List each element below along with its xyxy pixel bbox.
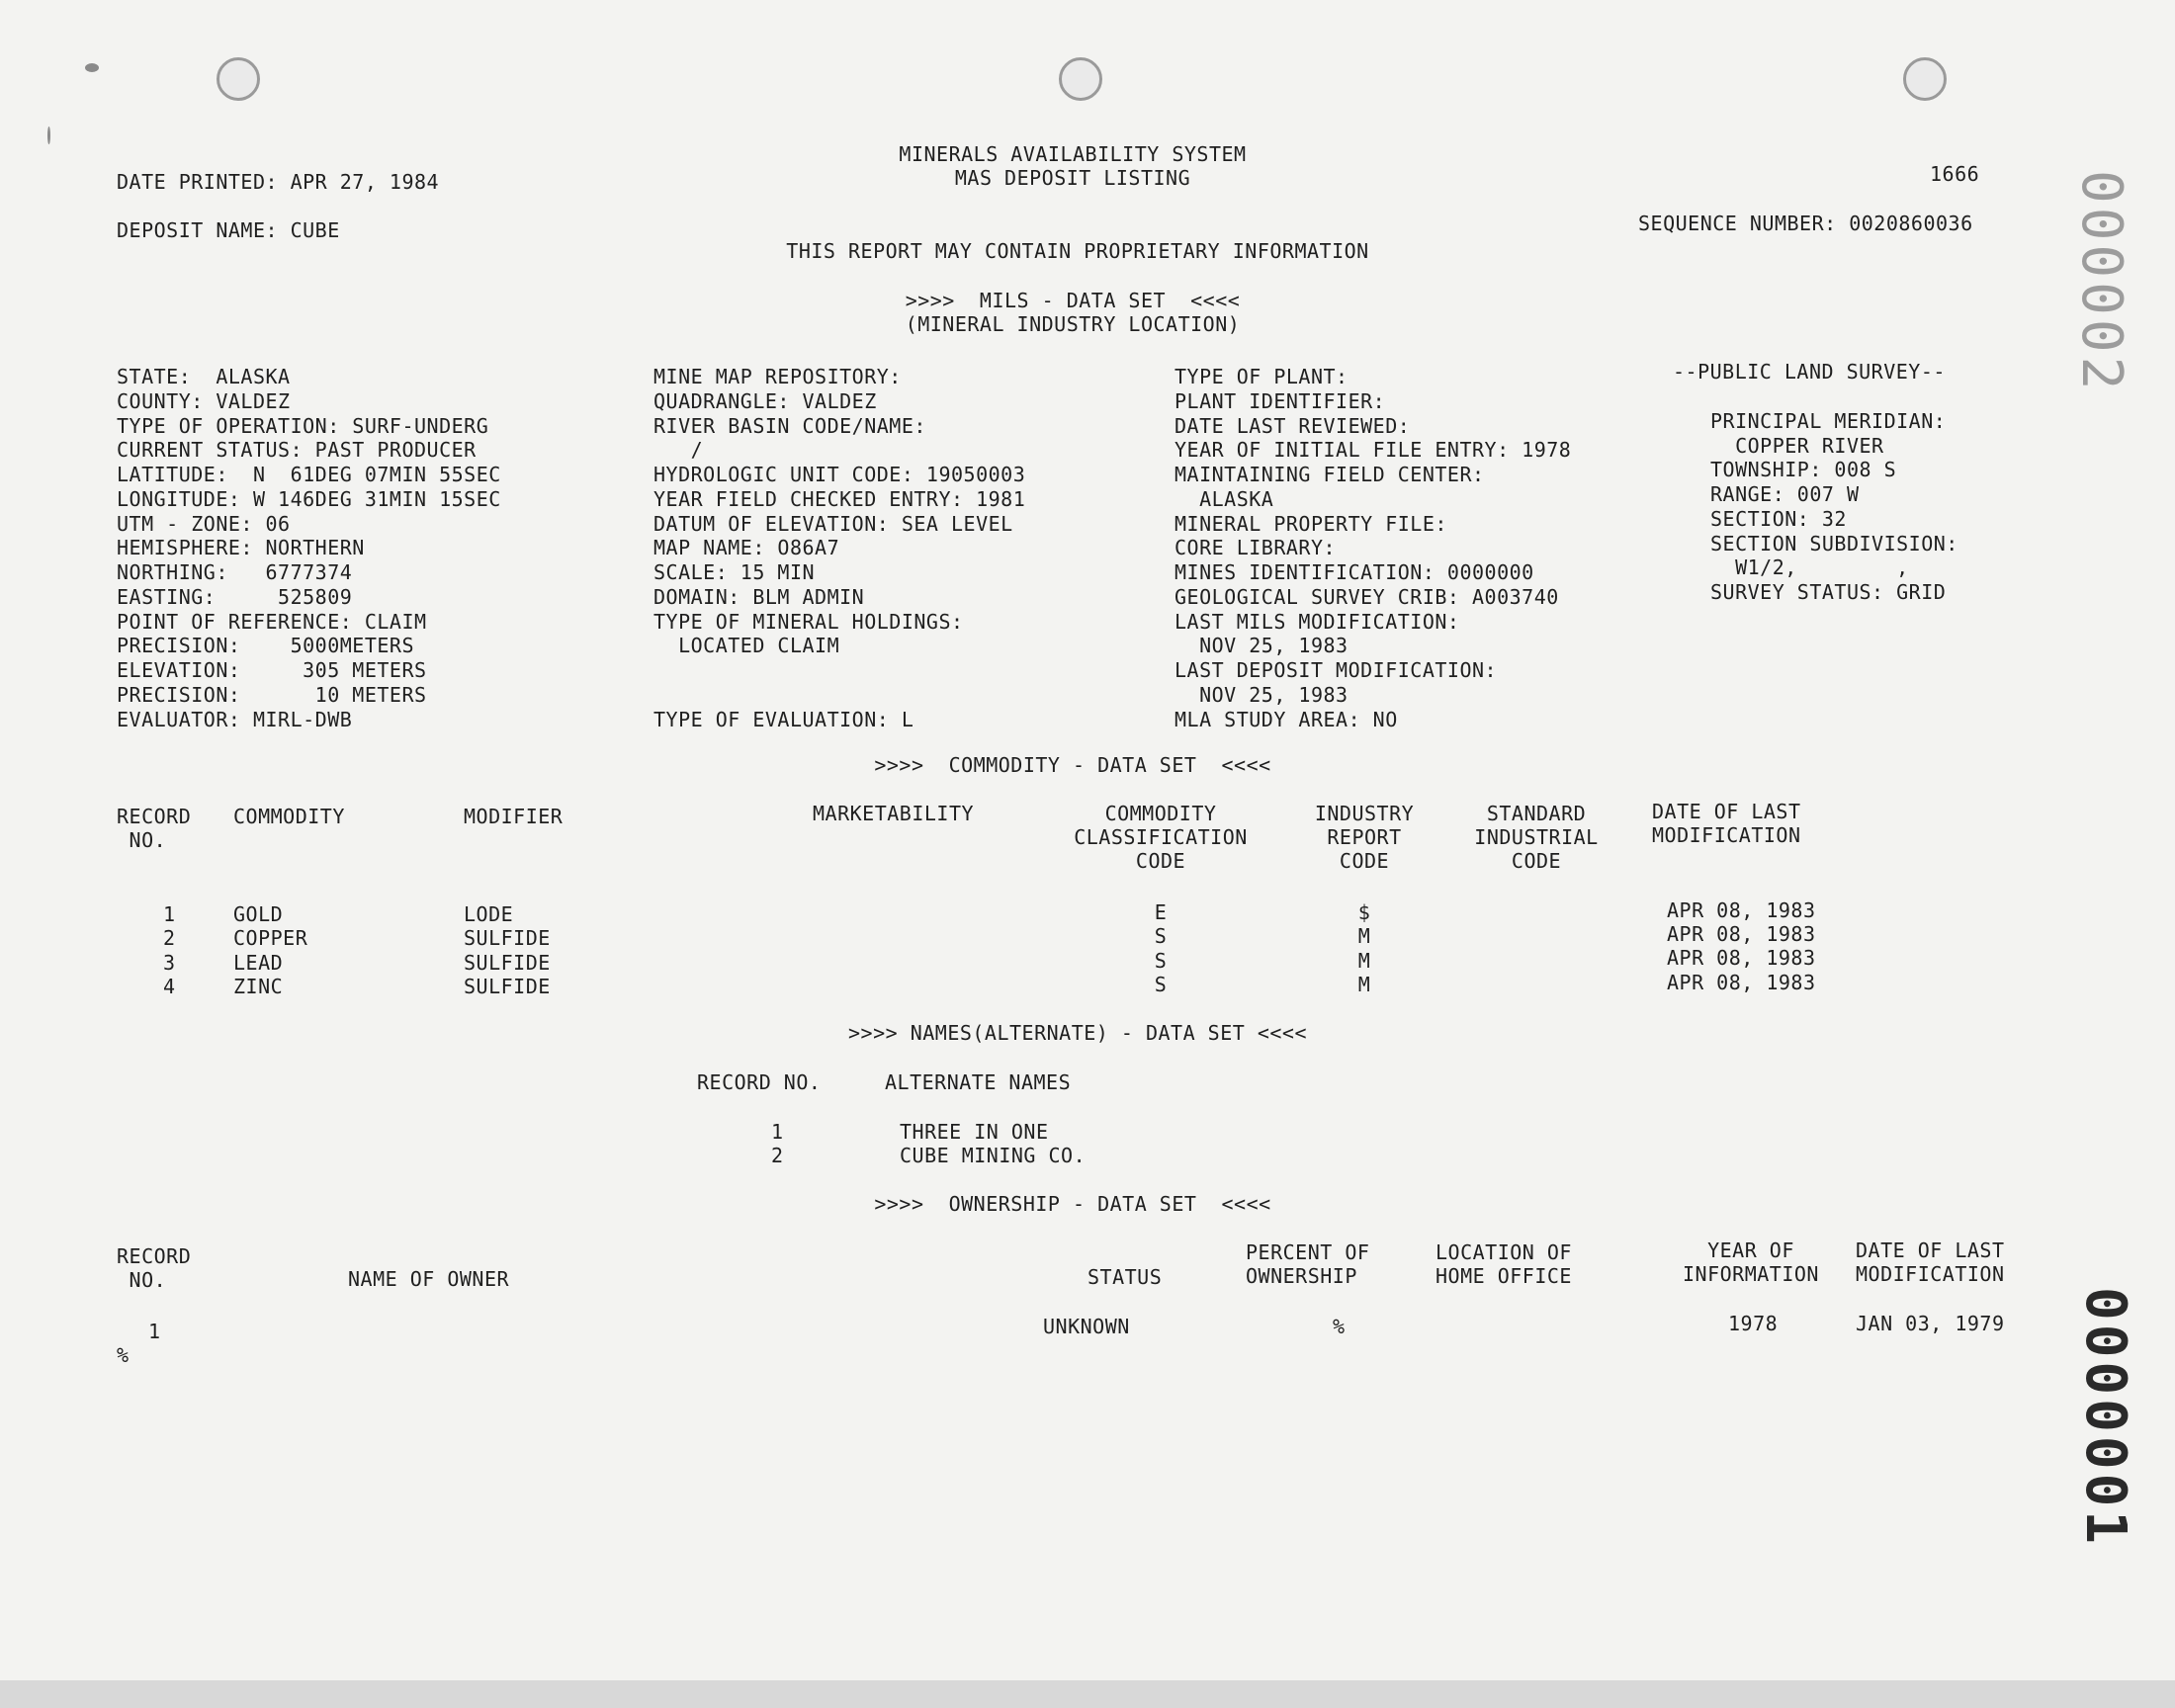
mils-field: COPPER RIVER	[1710, 434, 1884, 458]
mils-field: GEOLOGICAL SURVEY CRIB: A003740	[1174, 585, 1559, 609]
cell-classification: S	[1154, 924, 1168, 948]
date-printed: DATE PRINTED: APR 27, 1984	[117, 170, 440, 194]
mils-field: TYPE OF OPERATION: SURF-UNDERG	[117, 414, 489, 438]
mils-field: LATITUDE: N 61DEG 07MIN 55SEC	[117, 463, 501, 486]
col-header-commodity: COMMODITY	[233, 805, 345, 828]
mils-field: TOWNSHIP: 008 S	[1710, 458, 1897, 481]
mils-field: MINE MAP REPOSITORY:	[653, 365, 902, 388]
report-subtitle: MAS DEPOSIT LISTING	[954, 166, 1191, 190]
mils-field: UTM - ZONE: 06	[117, 512, 291, 536]
cell-record-no: 2	[163, 926, 176, 950]
mils-field: RANGE: 007 W	[1710, 482, 1860, 506]
scan-border	[0, 1680, 2175, 1708]
col-header-record-no: RECORD NO.	[697, 1070, 822, 1094]
cell-classification: S	[1154, 949, 1168, 973]
col-header-classification: COMMODITY CLASSIFICATION CODE	[1074, 802, 1248, 873]
col-header-year-info: YEAR OF INFORMATION	[1683, 1238, 1819, 1286]
names-heading: >>>> NAMES(ALTERNATE) - DATA SET <<<<	[847, 1021, 1308, 1045]
report-title: MINERALS AVAILABILITY SYSTEM	[899, 142, 1247, 166]
col-header-standard-industrial: STANDARD INDUSTRIAL CODE	[1474, 802, 1599, 873]
cell-alternate-name: THREE IN ONE	[900, 1120, 1049, 1144]
sequence-number: SEQUENCE NUMBER: 0020860036	[1638, 212, 1973, 235]
mils-field: LAST DEPOSIT MODIFICATION:	[1174, 658, 1498, 682]
ownership-footnote: %	[117, 1343, 130, 1367]
mils-field: /	[653, 438, 704, 462]
mils-field: MAINTAINING FIELD CENTER:	[1174, 463, 1485, 486]
mils-field: SURVEY STATUS: GRID	[1710, 580, 1947, 604]
mils-field: TYPE OF PLANT:	[1174, 365, 1348, 388]
cell-record-no: 1	[163, 902, 176, 926]
mils-field: W1/2, ,	[1710, 555, 1909, 579]
cell-date: APR 08, 1983	[1667, 898, 1816, 922]
col-header-record-no: RECORD NO.	[117, 805, 192, 852]
cell-industry-code: M	[1357, 924, 1371, 948]
col-header-date-modified: DATE OF LAST MODIFICATION	[1856, 1238, 2005, 1286]
cell-commodity: ZINC	[233, 975, 284, 998]
cell-commodity: COPPER	[233, 926, 308, 950]
col-header-date-modified: DATE OF LAST MODIFICATION	[1652, 800, 1801, 847]
cell-alternate-name: CUBE MINING CO.	[900, 1144, 1087, 1167]
mils-field: EVALUATOR: MIRL-DWB	[117, 708, 353, 731]
stamp-number-bottom: 0000001	[2073, 1287, 2137, 1549]
col-header-owner-name: NAME OF OWNER	[348, 1267, 510, 1291]
cell-date: APR 08, 1983	[1667, 946, 1816, 970]
mils-field: STATE: ALASKA	[117, 365, 291, 388]
cell-industry-code: $	[1357, 900, 1371, 924]
ownership-heading: >>>> OWNERSHIP - DATA SET <<<<	[874, 1192, 1271, 1216]
col-header-record-no: RECORD NO.	[117, 1244, 192, 1292]
mils-field: QUADRANGLE: VALDEZ	[653, 389, 877, 413]
cell-modifier: SULFIDE	[464, 975, 551, 998]
mils-field: LONGITUDE: W 146DEG 31MIN 15SEC	[117, 487, 501, 511]
mils-field: HEMISPHERE: NORTHERN	[117, 536, 365, 559]
mils-field: POINT OF REFERENCE: CLAIM	[117, 610, 427, 634]
mils-field: CURRENT STATUS: PAST PRODUCER	[117, 438, 477, 462]
page-number: 1666	[1930, 162, 1980, 186]
mils-field: LOCATED CLAIM	[653, 634, 840, 657]
stamp-number-top: 000002	[2069, 170, 2133, 394]
mils-field: TYPE OF MINERAL HOLDINGS:	[653, 610, 964, 634]
mils-field: YEAR FIELD CHECKED ENTRY: 1981	[653, 487, 1026, 511]
cell-record-no: 4	[163, 975, 176, 998]
mils-field: PLANT IDENTIFIER:	[1174, 389, 1386, 413]
cell-date: JAN 03, 1979	[1856, 1312, 2005, 1335]
mils-field: PRINCIPAL MERIDIAN:	[1710, 409, 1947, 433]
cell-classification: E	[1154, 900, 1168, 924]
cell-classification: S	[1154, 973, 1168, 996]
mils-field: SECTION: 32	[1710, 507, 1847, 531]
cell-modifier: SULFIDE	[464, 926, 551, 950]
cell-modifier: SULFIDE	[464, 951, 551, 975]
land-survey-heading: --PUBLIC LAND SURVEY--	[1673, 360, 1946, 384]
mils-field: EASTING: 525809	[117, 585, 353, 609]
cell-commodity: LEAD	[233, 951, 284, 975]
col-header-percent: PERCENT OF OWNERSHIP	[1246, 1240, 1370, 1288]
mils-field: HYDROLOGIC UNIT CODE: 19050003	[653, 463, 1026, 486]
cell-date: APR 08, 1983	[1667, 971, 1816, 994]
mils-field: NORTHING: 6777374	[117, 560, 353, 584]
col-header-modifier: MODIFIER	[464, 805, 564, 828]
mils-field: ALASKA	[1174, 487, 1274, 511]
mils-field: DOMAIN: BLM ADMIN	[653, 585, 865, 609]
cell-industry-code: M	[1357, 973, 1371, 996]
mils-field: SCALE: 15 MIN	[653, 560, 816, 584]
mils-field: PRECISION: 10 METERS	[117, 683, 427, 707]
col-header-industry-report: INDUSTRY REPORT CODE	[1314, 802, 1415, 873]
col-header-home-office: LOCATION OF HOME OFFICE	[1436, 1240, 1572, 1288]
col-header-alternate-names: ALTERNATE NAMES	[885, 1070, 1072, 1094]
scan-speck	[47, 127, 50, 144]
cell-year: 1978	[1728, 1312, 1779, 1335]
proprietary-notice: THIS REPORT MAY CONTAIN PROPRIETARY INFORMATION	[786, 239, 1369, 263]
punch-hole-left	[217, 57, 260, 101]
cell-record-no: 2	[771, 1144, 784, 1167]
cell-record-no: 1	[771, 1120, 784, 1144]
cell-status: UNKNOWN	[1043, 1315, 1130, 1338]
col-header-marketability: MARKETABILITY	[813, 802, 975, 825]
cell-record-no: 3	[163, 951, 176, 975]
mils-field: MINERAL PROPERTY FILE:	[1174, 512, 1447, 536]
mils-field: COUNTY: VALDEZ	[117, 389, 291, 413]
cell-commodity: GOLD	[233, 902, 284, 926]
mils-field: SECTION SUBDIVISION:	[1710, 532, 1958, 555]
mils-field: RIVER BASIN CODE/NAME:	[653, 414, 926, 438]
scan-speck	[85, 63, 99, 72]
punch-hole-center	[1059, 57, 1102, 101]
cell-date: APR 08, 1983	[1667, 922, 1816, 946]
mils-field: NOV 25, 1983	[1174, 634, 1348, 657]
mils-field: MINES IDENTIFICATION: 0000000	[1174, 560, 1534, 584]
commodity-heading: >>>> COMMODITY - DATA SET <<<<	[874, 753, 1271, 777]
mils-field: CORE LIBRARY:	[1174, 536, 1337, 559]
mils-field: MLA STUDY AREA: NO	[1174, 708, 1398, 731]
cell-record-no: 1	[148, 1320, 161, 1343]
mils-field: PRECISION: 5000METERS	[117, 634, 414, 657]
mils-field: TYPE OF EVALUATION: L	[653, 708, 914, 731]
mils-field: DATUM OF ELEVATION: SEA LEVEL	[653, 512, 1013, 536]
col-header-status: STATUS	[1088, 1265, 1163, 1289]
mils-subheading: (MINERAL INDUSTRY LOCATION)	[905, 312, 1241, 336]
cell-industry-code: M	[1357, 949, 1371, 973]
mils-field: MAP NAME: O86A7	[653, 536, 840, 559]
mils-field: NOV 25, 1983	[1174, 683, 1348, 707]
mils-field: DATE LAST REVIEWED:	[1174, 414, 1411, 438]
mils-heading: >>>> MILS - DATA SET <<<<	[905, 289, 1241, 312]
punch-hole-right	[1903, 57, 1947, 101]
mils-field: ELEVATION: 305 METERS	[117, 658, 427, 682]
cell-modifier: LODE	[464, 902, 514, 926]
deposit-name: DEPOSIT NAME: CUBE	[117, 218, 340, 242]
mils-field: LAST MILS MODIFICATION:	[1174, 610, 1460, 634]
cell-percent: %	[1333, 1315, 1346, 1338]
mils-field: YEAR OF INITIAL FILE ENTRY: 1978	[1174, 438, 1572, 462]
